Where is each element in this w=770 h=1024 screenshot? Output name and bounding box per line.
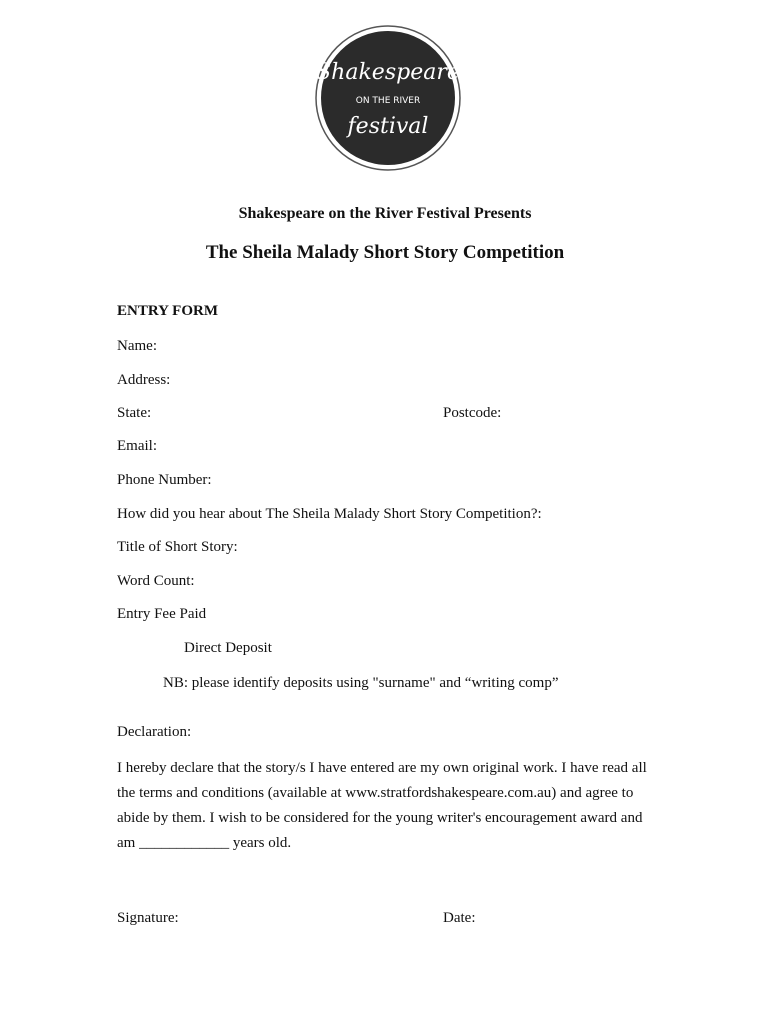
- logo-line-2: ON THE RIVER: [355, 96, 421, 106]
- state-label: State:: [117, 405, 152, 421]
- signature-label: Signature:: [117, 910, 179, 926]
- declaration-heading: Declaration:: [117, 724, 192, 740]
- name-label: Name:: [117, 338, 157, 354]
- competition-title: The Sheila Malady Short Story Competition: [205, 242, 565, 263]
- email-label: Email:: [117, 438, 157, 454]
- chalkboard-logo-icon: [313, 25, 463, 171]
- presents-heading: Shakespeare on the River Festival Presents: [238, 205, 532, 222]
- address-label: Address:: [117, 372, 171, 388]
- logo-line-3: festival: [347, 114, 429, 139]
- festival-logo: [313, 25, 463, 171]
- story-title-label: Title of Short Story:: [117, 539, 238, 555]
- direct-deposit-label: Direct Deposit: [184, 640, 272, 656]
- hear-about-label: How did you hear about The Sheila Malady Short Story Competition?:: [117, 506, 542, 522]
- declaration-text: I hereby declare that the story/s I have entered are my own original work. I have read all the terms and conditions (available at www.stratfordshakespeare.com.au) and agree to abide by them. I wish to be considered for the young writer's encouragement award and am ____________ years old.: [117, 760, 647, 851]
- word-count-label: Word Count:: [117, 573, 195, 589]
- logo-line-1: Shakespeare: [316, 60, 460, 85]
- entry-fee-label: Entry Fee Paid: [117, 606, 207, 622]
- date-label: Date:: [443, 910, 476, 926]
- phone-label: Phone Number:: [117, 472, 212, 488]
- deposit-note: NB: please identify deposits using "surname" and “writing comp”: [163, 675, 559, 691]
- entry-form-heading: ENTRY FORM: [117, 303, 218, 319]
- postcode-label: Postcode:: [443, 405, 502, 421]
